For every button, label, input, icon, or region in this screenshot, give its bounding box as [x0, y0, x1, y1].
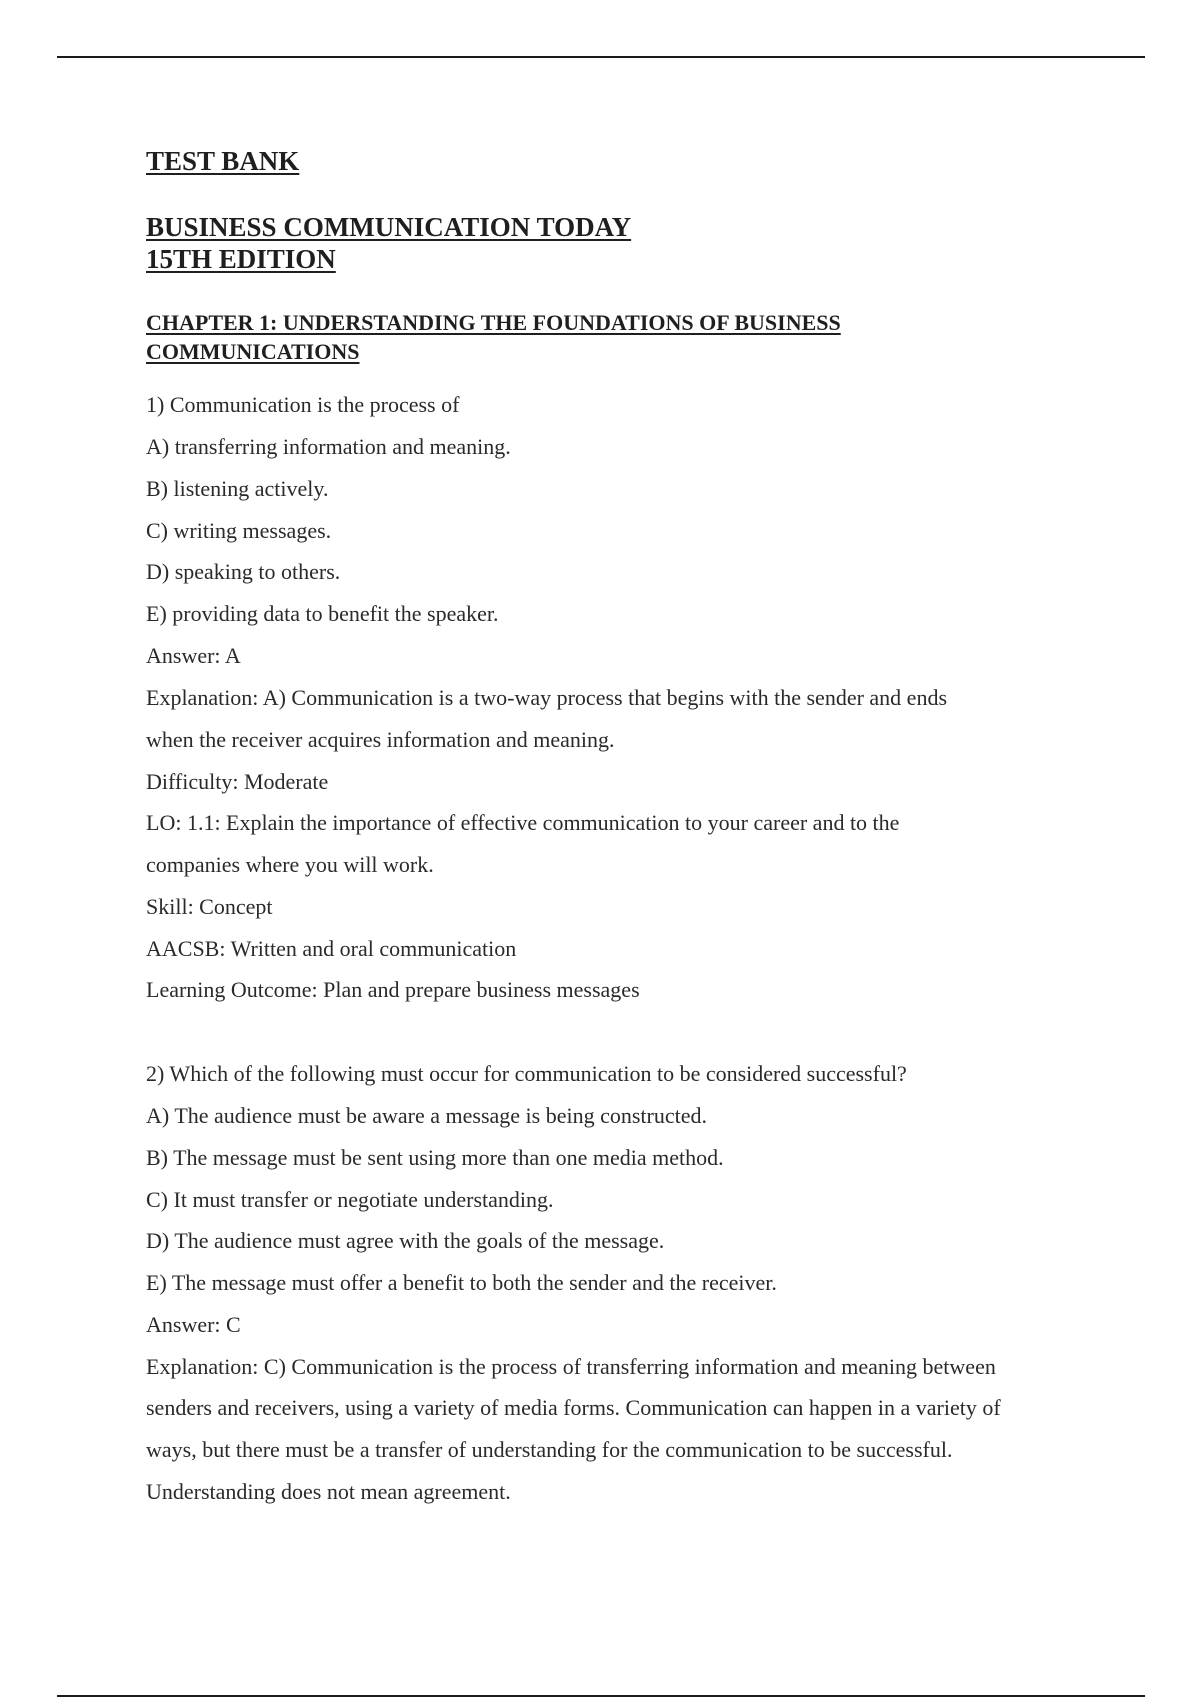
question-2-explanation: Explanation: C) Communication is the process of transferring information and meaning between: [146, 1354, 996, 1379]
question-2-option-c: C) It must transfer or negotiate understanding.: [146, 1187, 554, 1212]
question-2-option-a: A) The audience must be aware a message is being constructed.: [146, 1103, 707, 1128]
question-1-answer: Answer: A: [146, 643, 241, 668]
question-2-explanation: senders and receivers, using a variety of media forms. Communication can happen in a variety of: [146, 1395, 1001, 1420]
chapter-heading: [146, 308, 841, 366]
question-1-option-c: C) writing messages.: [146, 518, 332, 543]
question-2-explanation: Understanding does not mean agreement.: [146, 1479, 511, 1504]
question-2-option-b: B) The message must be sent using more than one media method.: [146, 1145, 724, 1170]
chapter-heading-line: COMMUNICATIONS: [146, 339, 360, 364]
question-2-answer: Answer: C: [146, 1312, 241, 1337]
question-1-option-d: D) speaking to others.: [146, 559, 341, 584]
question-1-option-a: A) transferring information and meaning.: [146, 434, 511, 459]
top-rule: [57, 56, 1145, 58]
question-1-difficulty: Difficulty: Moderate: [146, 769, 329, 794]
question-1-lo: companies where you will work.: [146, 852, 434, 877]
book-edition-line: 15TH EDITION: [146, 244, 336, 274]
question-1-lo: LO: 1.1: Explain the importance of effective communication to your career and to the: [146, 810, 900, 835]
question-1-prompt: 1) Communication is the process of: [146, 392, 460, 417]
question-2-option-e: E) The message must offer a benefit to both the sender and the receiver.: [146, 1270, 777, 1295]
question-2-explanation: ways, but there must be a transfer of understanding for the communication to be successful.: [146, 1437, 953, 1462]
question-1-explanation: when the receiver acquires information and meaning.: [146, 727, 615, 752]
question-2-option-d: D) The audience must agree with the goals of the message.: [146, 1228, 665, 1253]
question-1-option-e: E) providing data to benefit the speaker.: [146, 601, 499, 626]
question-1-aacsb: AACSB: Written and oral communication: [146, 936, 517, 961]
question-1-option-b: B) listening actively.: [146, 476, 329, 501]
book-title: [146, 211, 631, 275]
bottom-rule: [57, 1695, 1145, 1697]
chapter-heading-line: CHAPTER 1: UNDERSTANDING THE FOUNDATIONS OF BUSINESS: [146, 310, 841, 335]
test-bank-title: TEST BANK: [146, 146, 300, 176]
question-1-skill: Skill: Concept: [146, 894, 273, 919]
question-1-learning-outcome: Learning Outcome: Plan and prepare business messages: [146, 977, 640, 1002]
question-2-prompt: 2) Which of the following must occur for communication to be considered successful?: [146, 1061, 907, 1086]
book-title-line: BUSINESS COMMUNICATION TODAY: [146, 212, 632, 242]
question-1-explanation: Explanation: A) Communication is a two-way process that begins with the sender and ends: [146, 685, 948, 710]
